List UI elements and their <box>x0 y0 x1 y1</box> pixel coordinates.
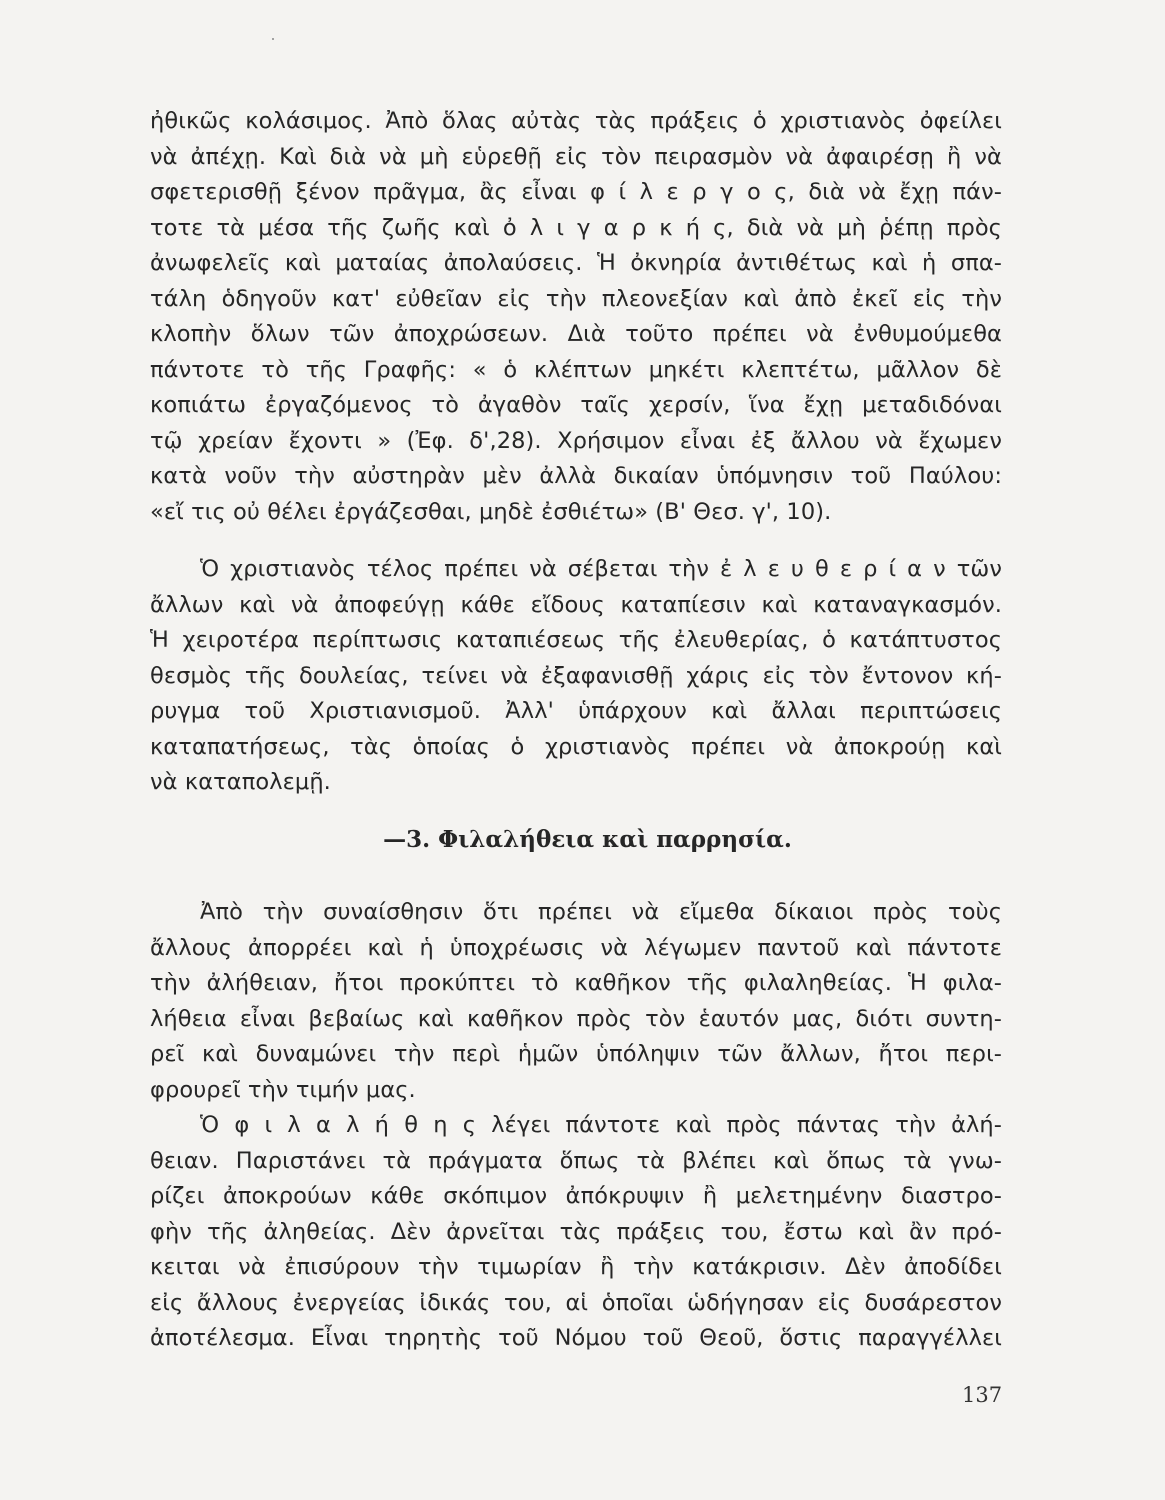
text-line: Ὁ φ ι λ α λ ή θ η ς λέγει πάντοτε καὶ πρὸς πάντας τὴν ἀλή- <box>200 1112 1002 1138</box>
text-line: ἠθικῶς κολάσιμος. Ἀπὸ ὅλας αὐτὰς τὰς πράξεις ὁ χριστιανὸς ὀφείλει <box>150 108 1002 134</box>
text-line: καταπατήσεως, τὰς ὁποίας ὁ χριστιανὸς πρέπει νὰ ἀποκρούῃ καὶ <box>150 733 1002 760</box>
text-line: τοτε τὰ μέσα τῆς ζωῆς καὶ ὀ λ ι γ α ρ κ ή ς, διὰ νὰ μὴ ῥέπῃ πρὸς <box>150 214 1002 241</box>
text-line: θεσμὸς τῆς δουλείας, τείνει νὰ ἐξαφανισθῇ χάρις εἰς τὸν ἔντονον κή- <box>150 662 1002 689</box>
text-line: ἄλλων καὶ νὰ ἀποφεύγῃ κάθε εἴδους καταπίεσιν καὶ καταναγκασμόν. <box>150 591 1002 618</box>
text-line: ἀποτέλεσμα. Εἶναι τηρητὴς τοῦ Νόμου τοῦ Θεοῦ, ὅστις παραγγέλλει <box>150 1325 1002 1351</box>
text-line: σφετερισθῇ ξένον πρᾶγμα, ἂς εἶναι φ ί λ ε ρ γ ο ς, διὰ νὰ ἔχῃ πάν- <box>150 179 1002 205</box>
text-line: κλοπὴν ὅλων τῶν ἀποχρώσεων. Διὰ τοῦτο πρέπει νὰ ἐνθυμούμεθα <box>150 321 1002 347</box>
text-line: Ὁ χριστιανὸς τέλος πρέπει νὰ σέβεται τὴν ἐ λ ε υ θ ε ρ ί α ν τῶν <box>200 556 1002 582</box>
text-line: «εἴ τις οὐ θέλει ἐργάζεσθαι, μηδὲ ἐσθιέτω» (Β' Θεσ. γ', 10). <box>150 498 832 525</box>
text-line: κειται νὰ ἐπισύρουν τὴν τιμωρίαν ἢ τὴν κατάκρισιν. Δὲν ἀποδίδει <box>150 1254 1002 1280</box>
speck-mark <box>272 38 274 40</box>
text-line: εἰς ἄλλους ἐνεργείας ἰδικάς του, αἱ ὁποῖαι ὡδήγησαν εἰς δυσάρεστον <box>150 1289 1002 1316</box>
paragraph-truthfulness <box>150 895 1002 1108</box>
text-line: θειαν. Παριστάνει τὰ πράγματα ὅπως τὰ βλέπει καὶ ὅπως τὰ γνω- <box>150 1147 1002 1174</box>
text-line: φὴν τῆς ἀληθείας. Δὲν ἀρνεῖται τὰς πράξεις του, ἔστω καὶ ἂν πρό- <box>150 1218 1002 1245</box>
paragraph-truthful-person <box>150 1108 1002 1357</box>
text-line: ρίζει ἀποκρούων κάθε σκόπιμον ἀπόκρυψιν ἢ μελετημένην διαστρο- <box>150 1183 1002 1209</box>
text-line: Ἀπὸ τὴν συναίσθησιν ὅτι πρέπει νὰ εἴμεθα δίκαιοι πρὸς τοὺς <box>200 899 1002 925</box>
text-line: ἀνωφελεῖς καὶ ματαίας ἀπολαύσεις. Ἡ ὀκνηρία ἀντιθέτως καὶ ἡ σπα- <box>150 250 1002 276</box>
text-line: κοπιάτω ἐργαζόμενος τὸ ἀγαθὸν ταῖς χερσίν, ἵνα ἔχῃ μεταδιδόναι <box>150 392 1002 418</box>
section-heading: —3. Φιλαλήθεια καὶ παρρησία. <box>383 826 792 853</box>
text-line: λήθεια εἶναι βεβαίως καὶ καθῆκον πρὸς τὸν ἑαυτόν μας, διότι συντη- <box>150 1005 1002 1032</box>
text-line: τὴν ἀλήθειαν, ἤτοι προκύπτει τὸ καθῆκον τῆς φιλαληθείας. Ἡ φιλα- <box>150 970 1002 996</box>
paragraph-theft <box>150 104 1002 530</box>
text-line: νὰ καταπολεμῇ. <box>150 769 331 795</box>
paragraph-freedom <box>150 552 1002 801</box>
text-line: τάλη ὁδηγοῦν κατ' εὐθεῖαν εἰς τὴν πλεονεξίαν καὶ ἀπὸ ἐκεῖ εἰς τὴν <box>150 285 1002 312</box>
page-number: 137 <box>962 1383 1003 1407</box>
text-line: φρουρεῖ τὴν τιμήν μας. <box>150 1076 416 1103</box>
text-line: ἄλλους ἀπορρέει καὶ ἡ ὑποχρέωσις νὰ λέγωμεν παντοῦ καὶ πάντοτε <box>150 934 1002 961</box>
text-line: νὰ ἀπέχῃ. Καὶ διὰ νὰ μὴ εὑρεθῇ εἰς τὸν πειρασμὸν νὰ ἀφαιρέσῃ ἢ νὰ <box>150 143 1002 170</box>
text-line: Ἡ χειροτέρα περίπτωσις καταπιέσεως τῆς ἐλευθερίας, ὁ κατάπτυστος <box>150 627 1002 653</box>
text-line: ρεῖ καὶ δυναμώνει τὴν περὶ ἡμῶν ὑπόληψιν τῶν ἄλλων, ἤτοι περι- <box>150 1041 1002 1067</box>
text-line: τῷ χρείαν ἔχοντι » (Ἐφ. δ',28). Χρήσιμον εἶναι ἐξ ἄλλου νὰ ἔχωμεν <box>150 427 1002 454</box>
text-line: πάντοτε τὸ τῆς Γραφῆς: « ὁ κλέπτων μηκέτι κλεπτέτω, μᾶλλον δὲ <box>150 356 1002 383</box>
text-line: ρυγμα τοῦ Χριστιανισμοῦ. Ἀλλ' ὑπάρχουν καὶ ἄλλαι περιπτώσεις <box>150 698 1002 724</box>
text-line: κατὰ νοῦν τὴν αὐστηρὰν μὲν ἀλλὰ δικαίαν ὑπόμνησιν τοῦ Παύλου: <box>150 463 1002 489</box>
